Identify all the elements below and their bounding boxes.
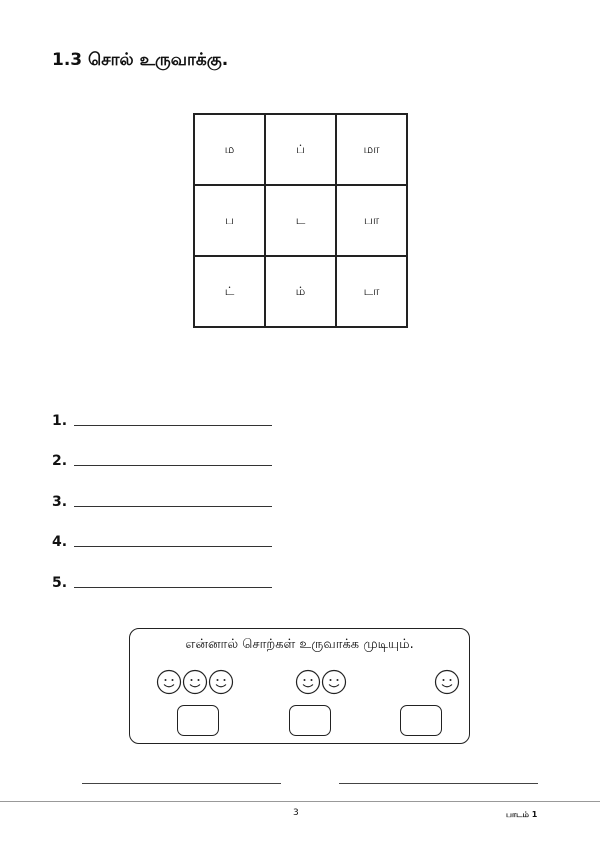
smiley-face-icon [295, 669, 321, 695]
answer-number: 4. [52, 534, 68, 550]
smiley-face-icon [182, 669, 208, 695]
answer-line[interactable] [74, 449, 272, 466]
smiley-face-icon [156, 669, 182, 695]
grid-cell: பா [336, 185, 407, 256]
signature-line-left[interactable] [82, 783, 281, 784]
grid-cell: ப் [265, 114, 336, 185]
answer-row [52, 429, 272, 470]
answer-number: 2. [52, 453, 68, 469]
rating-box-three[interactable] [177, 705, 219, 736]
smiley-face-icon [321, 669, 347, 695]
grid-cell: ட [265, 185, 336, 256]
answer-row [52, 388, 272, 429]
grid-cell: ம் [265, 256, 336, 327]
answer-number: 1. [52, 412, 68, 429]
answer-line[interactable] [74, 490, 272, 507]
page-number: 3 [293, 808, 299, 818]
grid-cell: ப [194, 185, 265, 256]
answer-line[interactable] [74, 409, 272, 426]
grid-cell: ம [194, 114, 265, 185]
answer-number: 3. [52, 493, 68, 510]
answer-row [52, 469, 272, 510]
answer-number: 5. [52, 574, 68, 591]
smiley-face-icon [434, 669, 460, 695]
grid-cell: ட் [194, 256, 265, 327]
smiley-group-two [295, 669, 347, 695]
smiley-group-one [434, 669, 460, 695]
footer-divider [0, 801, 600, 802]
smiley-group-three [156, 669, 234, 695]
answer-line[interactable] [74, 571, 272, 588]
answer-row [52, 510, 272, 551]
grid-cell: டா [336, 256, 407, 327]
answer-row [52, 550, 272, 591]
grid-cell: மா [336, 114, 407, 185]
signature-line-right[interactable] [339, 783, 538, 784]
self-assessment-panel [129, 628, 470, 744]
rating-box-two[interactable] [289, 705, 331, 736]
section-title: 1.3 சொல் உருவாக்கு. [52, 50, 229, 70]
smiley-face-icon [208, 669, 234, 695]
lesson-label: பாடம் 1 [506, 810, 538, 819]
letter-grid [193, 113, 408, 328]
rating-box-one[interactable] [400, 705, 442, 736]
self-assessment-caption: என்னால் சொற்கள் உருவாக்க முடியும். [185, 637, 414, 652]
answer-list [52, 388, 272, 591]
answer-line[interactable] [74, 530, 272, 547]
